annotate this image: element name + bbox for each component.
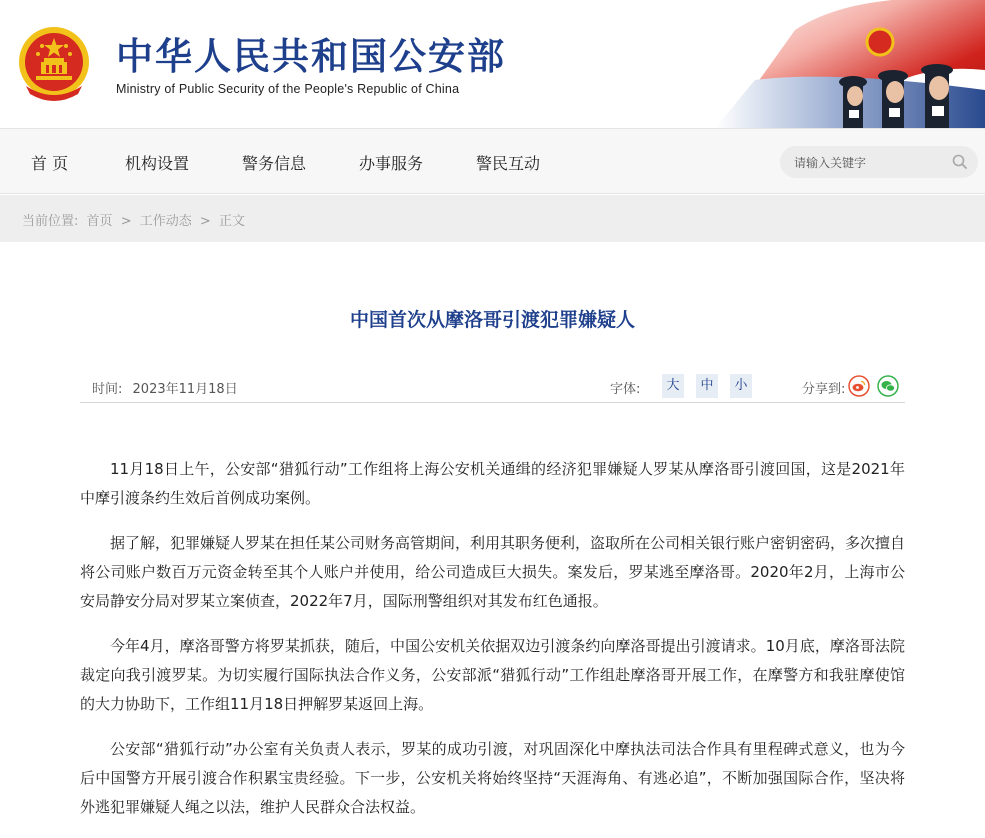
breadcrumb-work-news-link[interactable]: 工作动态 <box>139 214 192 229</box>
breadcrumb-separator: > <box>120 214 132 229</box>
breadcrumb-separator: > <box>199 214 211 229</box>
breadcrumb-home-link[interactable]: 首页 <box>86 214 113 229</box>
publish-time-label: 时间: <box>92 382 123 397</box>
font-size-small-button[interactable]: 小 <box>730 374 752 398</box>
nav-item-police-info[interactable]: 警务信息 <box>242 154 307 173</box>
site-header <box>0 0 985 128</box>
wechat-share-icon[interactable] <box>877 375 899 397</box>
search-box <box>780 146 978 178</box>
nav-item-services[interactable]: 办事服务 <box>359 154 424 173</box>
nav-item-organization[interactable]: 机构设置 <box>125 154 190 173</box>
breadcrumb-current: 正文 <box>218 214 245 229</box>
nav-item-interaction[interactable]: 警民互动 <box>476 154 541 173</box>
article-paragraph: 11月18日上午，公安部“猎狐行动”工作组将上海公安机关通缉的经济犯罪嫌疑人罗某从摩洛哥引渡回国，这是2021年中摩引渡条约生效后首例成功案例。 <box>80 460 905 507</box>
nav-item-home[interactable]: 首 页 <box>31 154 69 173</box>
breadcrumb-label: 当前位置: <box>22 214 79 229</box>
search-input[interactable] <box>792 146 946 180</box>
article-paragraph: 据了解，犯罪嫌疑人罗某在担任某公司财务高管期间，利用其职务便利，盗取所在公司相关银行账户密钥密码，多次擅自将公司账户数百万元资金转至其个人账户并使用，给公司造成巨大损失。案发后，罗某逃至摩洛哥。2020年2月，上海市公安局静安分局对罗某立案侦查，2022年7月，国际刑警组织对其发布红色通报。 <box>80 534 906 610</box>
article-paragraph: 今年4月，摩洛哥警方将罗某抓获，随后，中国公安机关依据双边引渡条约向摩洛哥提出引渡请求。10月底，摩洛哥法院裁定向我引渡罗某。为切实履行国际执法合作义务，公安部派“猎狐行动”工作组赴摩洛哥开展工作，在摩警方和我驻摩使馆的大力协助下，工作组11月18日押解罗某返回上海。 <box>80 637 905 713</box>
publish-time-value: 2023年11月18日 <box>132 382 238 397</box>
site-subtitle: Ministry of Public Security of the People's Republic of China <box>116 82 460 96</box>
font-size-medium-button[interactable]: 中 <box>696 374 718 398</box>
national-emblem-icon <box>16 24 92 104</box>
font-size-label: 字体: <box>610 382 641 397</box>
breadcrumb <box>22 210 249 229</box>
weibo-share-icon[interactable] <box>848 375 870 397</box>
breadcrumb-bar <box>0 195 985 242</box>
font-size-large-button[interactable]: 大 <box>662 374 684 398</box>
site-title: 中华人民共和国公安部 <box>116 35 506 78</box>
article-meta <box>80 372 905 403</box>
search-icon[interactable] <box>952 154 968 170</box>
article-paragraph: 公安部“猎狐行动”办公室有关负责人表示，罗某的成功引渡，对巩固深化中摩执法司法合作具有里程碑式意义，也为今后中国警方开展引渡合作积累宝贵经验。下一步，公安机关将始终坚持“天涯海角、有逃必追”，不断加强国际合作，坚决将外逃犯罪嫌疑人绳之以法，维护人民群众合法权益。 <box>80 740 905 816</box>
share-label: 分享到: <box>802 382 846 397</box>
article-body <box>80 455 905 838</box>
article-title: 中国首次从摩洛哥引渡犯罪嫌疑人 <box>349 309 635 331</box>
police-banner-image <box>715 0 985 128</box>
publish-time <box>92 378 238 397</box>
